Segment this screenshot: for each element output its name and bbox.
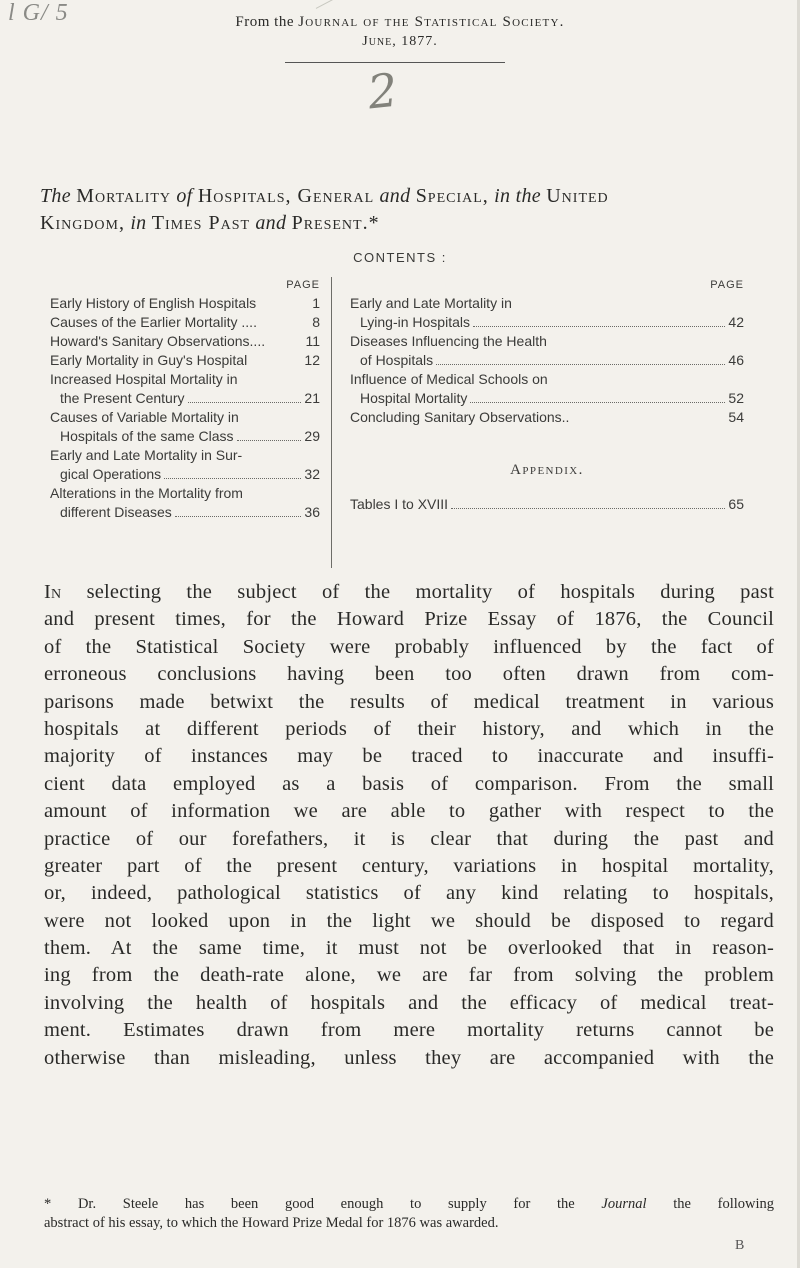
signature-mark: B: [735, 1238, 745, 1253]
source-journal: Journal of the Statistical Society.: [298, 14, 565, 30]
toc-page: 11: [305, 333, 320, 349]
body-line: involving the health of hospitals and the efficacy of medical treat-: [44, 991, 774, 1014]
page-column-label: PAGE: [286, 279, 320, 291]
toc-title-cont: Hospital Mortality: [360, 390, 468, 406]
title-part: Special,: [415, 185, 489, 207]
toc-title: Causes of the Earlier Mortality ....: [50, 314, 257, 330]
title-part: The: [40, 185, 71, 207]
article-title: [40, 183, 780, 237]
toc-title: Diseases Influencing the Health: [350, 333, 547, 349]
header-rule: [285, 62, 505, 63]
title-part: in: [130, 212, 147, 234]
handwritten-number: 2: [365, 62, 401, 120]
toc-entry: [50, 446, 320, 484]
footnote-line: abstract of his essay, to which the Howard Prize Medal for 1876 was awarded.: [44, 1215, 499, 1231]
body-line: or, indeed, pathological statistics of any kind relating to hospitals,: [44, 882, 774, 905]
toc-title: Early and Late Mortality in: [350, 295, 512, 311]
toc-entry: [350, 370, 744, 408]
body-line: of the Statistical Society were probably influenced by the fact of: [44, 635, 774, 658]
toc-page: 65: [728, 496, 744, 512]
footnote-line: [44, 1195, 774, 1214]
toc-title: Influence of Medical Schools on: [350, 371, 548, 387]
body-line: amount of information we are able to gather with respect to the: [44, 800, 774, 823]
toc-page: 21: [304, 390, 320, 406]
body-line: majority of instances may be traced to inaccurate and insuffi-: [44, 745, 774, 768]
title-part: Present.*: [291, 212, 380, 234]
page-column-label: PAGE: [710, 279, 744, 291]
body-line: hospitals at different periods of their history, and which in the: [44, 717, 774, 740]
toc-title-cont: the Present Century: [60, 390, 185, 406]
body-line: and present times, for the Howard Prize Essay of 1876, the Council: [44, 608, 774, 631]
body-line: practice of our forefathers, it is clear that during the past and: [44, 827, 774, 850]
toc-page: 32: [304, 466, 320, 482]
toc-title: Alterations in the Mortality from: [50, 485, 243, 501]
toc-page: 8: [312, 314, 320, 330]
body-line: parisons made betwixt the results of medical treatment in various: [44, 690, 774, 713]
toc-page: 29: [304, 428, 320, 444]
toc-page: 52: [728, 390, 744, 406]
body-line: them. At the same time, it must not be overlooked that in reason-: [44, 937, 774, 960]
title-part: Kingdom,: [40, 212, 125, 234]
toc-title-cont: different Diseases: [60, 504, 172, 520]
toc-title-cont: Lying-in Hospitals: [360, 314, 470, 330]
footnote: [44, 1195, 774, 1233]
body-line: [44, 579, 774, 606]
title-part: and: [379, 185, 411, 207]
toc-title: Early Mortality in Guy's Hospital: [50, 352, 248, 368]
footnote-text: * Dr. Steele has been good enough to supply for the: [44, 1196, 575, 1212]
source-line: [0, 14, 800, 31]
toc-title-cont: of Hospitals: [360, 352, 434, 368]
toc-page: 42: [728, 314, 744, 330]
toc-title: Increased Hospital Mortality in: [50, 371, 238, 387]
toc-page: 1: [312, 295, 320, 311]
contents-left-column: [50, 277, 320, 522]
toc-page: 54: [728, 409, 744, 425]
toc-title: Causes of Variable Mortality in: [50, 409, 239, 425]
body-line: cient data employed as a basis of comparison. From the small: [44, 772, 774, 795]
toc-entry: [350, 332, 744, 370]
toc-title-cont: gical Operations: [60, 466, 162, 482]
toc-entry: [50, 332, 320, 351]
title-part: of: [176, 185, 193, 207]
title-part: Mortality: [76, 185, 172, 207]
column-divider: [331, 277, 332, 568]
contents-heading: CONTENTS :: [353, 250, 447, 265]
body-line: greater part of the present century, variations in hospital mortality,: [44, 854, 774, 877]
body-line: ing from the death-rate alone, we are far from solving the problem: [44, 964, 774, 987]
body-line: otherwise than misleading, unless they are accompanied with the: [44, 1046, 774, 1069]
toc-title-cont: Hospitals of the same Class: [60, 428, 234, 444]
source-date: June, 1877.: [362, 34, 438, 49]
body-line: were not looked upon in the light we should be disposed to regard: [44, 909, 774, 932]
toc-title: Early History of English Hospitals: [50, 295, 257, 311]
toc-page: 36: [304, 504, 320, 520]
toc-entry: [350, 294, 744, 332]
toc-title: Tables I to XVIII: [350, 496, 449, 512]
toc-title: Howard's Sanitary Observations....: [50, 333, 266, 349]
body-line: erroneous conclusions having been too often drawn from com-: [44, 663, 774, 686]
title-part: United: [546, 185, 609, 207]
toc-title: Early and Late Mortality in Sur-: [50, 447, 243, 463]
body-line: ment. Estimates drawn from mere mortality returns cannot be: [44, 1019, 774, 1042]
body-line-text: selecting the subject of the mortality of hospitals during past: [86, 581, 775, 603]
toc-entry: [50, 370, 320, 408]
toc-entry: [50, 294, 320, 313]
footnote-text: the following: [673, 1196, 775, 1212]
title-part: Times Past: [151, 212, 251, 234]
toc-page: 46: [728, 352, 744, 368]
title-part: and: [255, 212, 287, 234]
toc-title: Concluding Sanitary Observations..: [350, 409, 570, 425]
toc-entry: [50, 484, 320, 522]
contents-right-column: [350, 277, 744, 514]
toc-entry: [350, 408, 744, 427]
title-part: Hospitals, General: [197, 185, 375, 207]
toc-entry: [50, 408, 320, 446]
drop-word: In: [44, 581, 62, 603]
appendix-heading: Appendix.: [510, 462, 584, 478]
toc-entry: [350, 495, 744, 514]
toc-page: 12: [304, 352, 320, 368]
title-part: in the: [494, 185, 541, 207]
footnote-journal: Journal: [601, 1196, 647, 1212]
toc-entry: [50, 351, 320, 370]
toc-entry: [50, 313, 320, 332]
body-paragraph: [44, 579, 774, 1072]
corner-handwriting: l G/ 5: [8, 0, 69, 26]
source-prefix: From the: [235, 14, 294, 30]
